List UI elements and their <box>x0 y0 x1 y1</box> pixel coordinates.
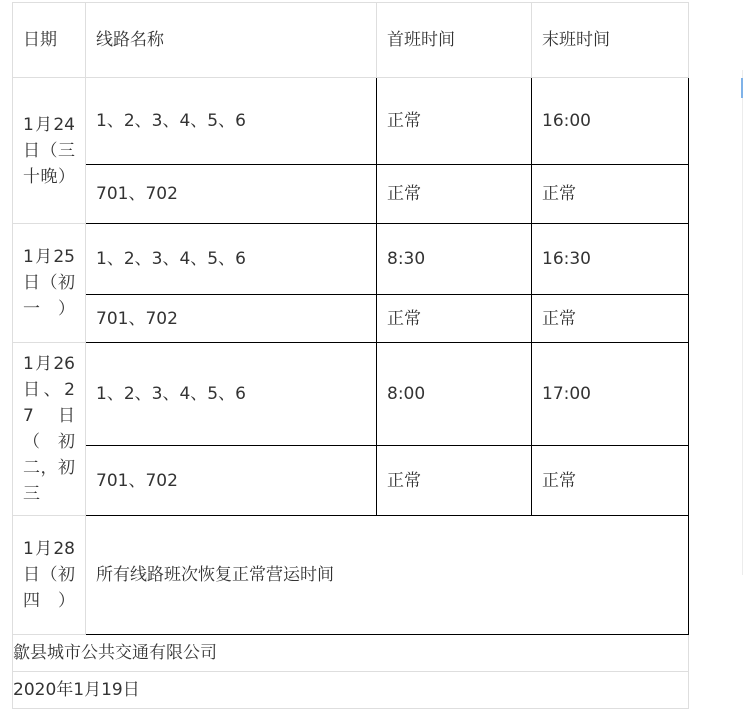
table-row <box>13 446 689 516</box>
issue-date: 2020年1月19日 <box>13 672 689 709</box>
last-bus-cell: 16:30 <box>532 224 689 295</box>
last-bus-cell: 正常 <box>532 165 689 224</box>
date-cell: 1月24日（三十晚） <box>13 78 86 224</box>
table-row <box>13 343 689 446</box>
route-cell: 1、2、3、4、5、6 <box>86 224 377 295</box>
header-route: 线路名称 <box>86 3 377 78</box>
date-cell: 1月28日（初四） <box>13 516 86 635</box>
last-bus-cell: 16:00 <box>532 78 689 165</box>
footer-company-row <box>13 635 689 672</box>
bus-schedule-table <box>12 2 689 709</box>
route-cell: 1、2、3、4、5、6 <box>86 78 377 165</box>
header-date: 日期 <box>13 3 86 78</box>
last-bus-cell: 正常 <box>532 446 689 516</box>
header-first-bus: 首班时间 <box>377 3 532 78</box>
first-bus-cell: 正常 <box>377 446 532 516</box>
table-row <box>13 295 689 343</box>
table-row <box>13 78 689 165</box>
first-bus-cell: 正常 <box>377 78 532 165</box>
first-bus-cell: 8:00 <box>377 343 532 446</box>
first-bus-cell: 8:30 <box>377 224 532 295</box>
footer-date-row <box>13 672 689 709</box>
table-header-row <box>13 3 689 78</box>
header-last-bus: 末班时间 <box>532 3 689 78</box>
date-cell: 1月25日（初一） <box>13 224 86 343</box>
route-cell: 701、702 <box>86 446 377 516</box>
route-cell: 701、702 <box>86 295 377 343</box>
date-cell: 1月26日、27日（初二，初三 <box>13 343 86 516</box>
last-bus-cell: 正常 <box>532 295 689 343</box>
table-row <box>13 516 689 635</box>
company-name: 歙县城市公共交通有限公司 <box>13 635 689 672</box>
last-bus-cell: 17:00 <box>532 343 689 446</box>
first-bus-cell: 正常 <box>377 165 532 224</box>
table-row <box>13 224 689 295</box>
route-cell: 1、2、3、4、5、6 <box>86 343 377 446</box>
route-cell: 701、702 <box>86 165 377 224</box>
table-row <box>13 165 689 224</box>
first-bus-cell: 正常 <box>377 295 532 343</box>
resume-note-cell: 所有线路班次恢复正常营运时间 <box>86 516 689 635</box>
